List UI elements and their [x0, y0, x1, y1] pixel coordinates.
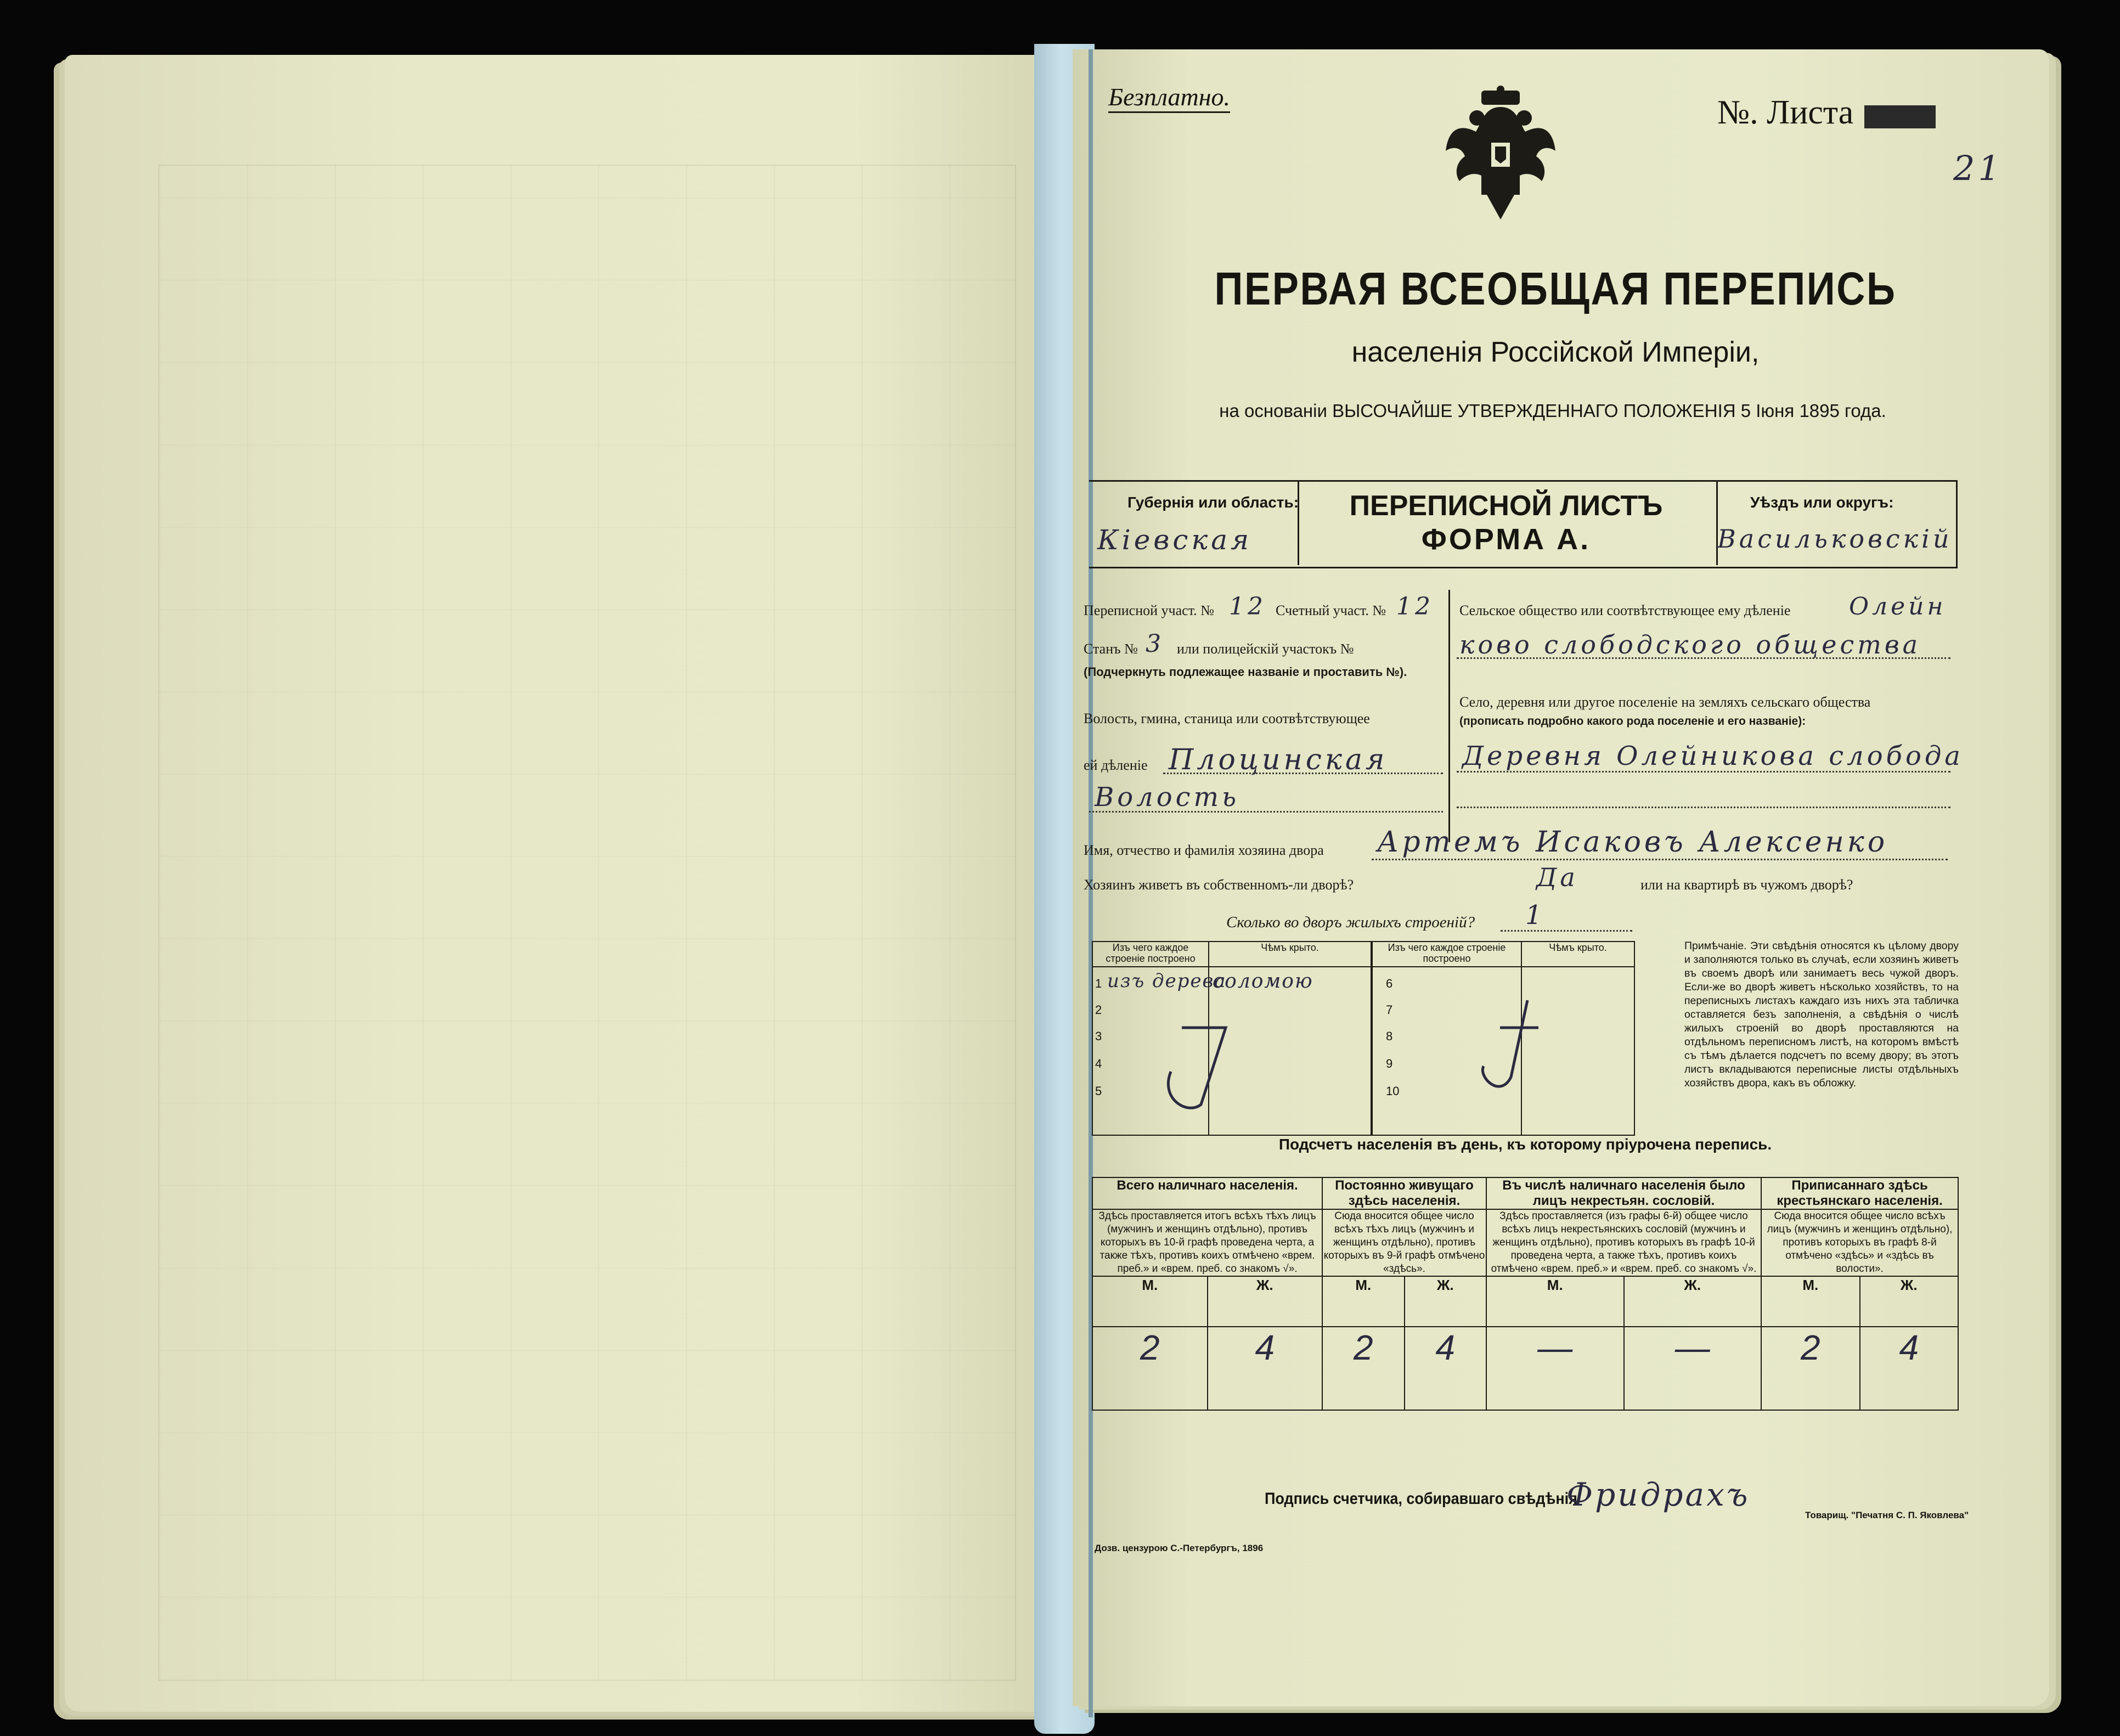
pop-m-label-1: М.	[1092, 1276, 1208, 1327]
pop-f-label-3: Ж.	[1624, 1276, 1762, 1327]
row-num-9: 9	[1386, 1057, 1393, 1070]
owner-name-value: Артемъ Исаковъ Алексенко	[1377, 826, 1888, 859]
pop-head-total: Всего наличнаго населенія.	[1092, 1177, 1322, 1209]
form-title-line2: ФОРМА А.	[1421, 523, 1591, 556]
count-section-value: 12	[1396, 593, 1434, 621]
census-section-value: 12	[1229, 593, 1266, 621]
printer-right-line: Товарищ. "Печатня С. П. Яковлева"	[1805, 1510, 1969, 1520]
pop-head-registered-peasant: Приписаннаго здѣсь крестьянскаго населенія.	[1761, 1177, 1958, 1209]
col-material-right: Изъ чего каждое строеніе построено	[1372, 942, 1521, 967]
pop-permanent-f: 4	[1405, 1327, 1486, 1410]
pop-desc-registered-peasant: Сюда вносится общее число всѣхъ лицъ (мужчинъ и женщинъ отдѣльно), противъ которыхъ въ графѣ 8-й отмѣчено «здѣсь» и «здѣсь въ волости».	[1761, 1209, 1958, 1276]
row-num-6: 6	[1386, 977, 1393, 990]
signature-value: Фридрахъ	[1566, 1476, 1750, 1513]
pop-desc-total: Здѣсь проставляется итогъ всѣхъ тѣхъ лицъ (мужчинъ и женщинъ отдѣльно), противъ которыхъ въ 10-й графѣ проведена черта, а также тѣхъ, противъ коихъ отмѣчено «врем. преб.» и «врем. преб. со знакомъ √».	[1092, 1209, 1322, 1276]
own-yard-value: Да	[1536, 863, 1578, 892]
sheet-number-handwritten: 21	[1953, 148, 2003, 188]
stan-label: Станъ №	[1084, 641, 1138, 657]
sheet-number-redaction	[1864, 105, 1936, 128]
pop-non-peasant-f: —	[1624, 1327, 1762, 1410]
pop-total-m: 2	[1092, 1327, 1208, 1410]
pop-head-non-peasant: Въ числѣ наличнаго населенія было лицъ некрестьян. сословій.	[1486, 1177, 1761, 1209]
row-num-3: 3	[1095, 1029, 1102, 1043]
society-value-1: Олейн	[1849, 593, 1947, 621]
col-material-left: Изъ чего каждое строеніе построено	[1092, 942, 1209, 967]
province-label: Губернія или область:	[1127, 494, 1299, 511]
row1-material: изъ дерева	[1107, 970, 1227, 992]
province-value: Кіевская	[1097, 524, 1253, 556]
village-value: Деревня Олейникова слобода	[1462, 741, 1964, 771]
sheet-number-label: №. Листа	[1717, 94, 1854, 131]
buildings-count-underline	[1501, 930, 1632, 932]
underline-note: (Подчеркнуть подлежащее названіе и проставить №).	[1084, 665, 1407, 679]
row1-roof: соломою	[1213, 970, 1313, 993]
volost-underline-2	[1089, 811, 1443, 813]
district-label: Уѣздъ или округъ:	[1750, 494, 1894, 511]
village-underline-1	[1457, 771, 1950, 773]
signature-label: Подпись счетчика, собиравшаго свѣдѣнія	[1265, 1490, 1577, 1508]
volost-label-1: Волость, гмина, станица или соотвѣтствующее	[1084, 711, 1370, 726]
owner-name-label: Имя, отчество и фамилія хозяина двора	[1084, 842, 1324, 858]
society-underline	[1457, 657, 1950, 659]
pop-desc-permanent: Сюда вносится общее число всѣхъ тѣхъ лицъ (мужчинъ и женщинъ отдѣльно), противъ которыхъ въ 9-й графѣ отмѣчено «здѣсь».	[1322, 1209, 1486, 1276]
volost-value-2: Волость	[1095, 782, 1240, 813]
left-page	[65, 55, 1052, 1712]
village-label: Село, деревня или другое поселеніе на земляхъ сельскаго общества	[1459, 694, 1871, 710]
pop-m-label-2: М.	[1322, 1276, 1404, 1327]
pop-f-label-1: Ж.	[1208, 1276, 1323, 1327]
pop-registered-m: 2	[1761, 1327, 1859, 1410]
buildings-count-label: Сколько во дворъ жилыхъ строеній?	[1226, 914, 1475, 931]
row-num-4: 4	[1095, 1057, 1102, 1070]
buildings-count-value: 1	[1525, 900, 1546, 931]
society-label: Сельское общество или соотвѣтствующее ему дѣленіе	[1459, 602, 1791, 618]
police-label: или полицейскій участокъ №	[1177, 641, 1354, 657]
col-roof-left: Чѣмъ крыто.	[1209, 942, 1371, 967]
pop-m-label-4: М.	[1761, 1276, 1859, 1327]
form-title-line1: ПЕРЕПИСНОЙ ЛИСТЪ	[1349, 490, 1663, 522]
count-section-label: Счетный участ. №	[1276, 602, 1386, 618]
row-num-2: 2	[1095, 1003, 1102, 1017]
pop-m-label-3: М.	[1486, 1276, 1624, 1327]
census-section-label: Переписной участ. №	[1084, 602, 1214, 618]
population-caption: Подсчетъ населенія въ день, къ которому пріурочена перепись.	[1278, 1136, 1772, 1153]
pop-registered-f: 4	[1860, 1327, 1959, 1410]
census-subtitle: населенія Россійской Имперіи,	[1351, 336, 1760, 368]
row-num-5: 5	[1095, 1084, 1102, 1098]
printer-left-line: Дозв. цензурою С.-Петербургъ, 1896	[1095, 1543, 1264, 1553]
village-underline-2	[1457, 807, 1950, 808]
pop-non-peasant-m: —	[1486, 1327, 1624, 1410]
buildings-note: Примѣчаніе. Эти свѣдѣнія относятся къ цѣлому двору и заполняются только въ случаѣ, если хозяинъ живетъ въ своемъ дворѣ или занимаетъ весь чужой дворъ. Если-же во дворѣ живетъ нѣсколько хозяйствъ, то на переписныхъ листахъ каждаго изъ нихъ эта табличка оставляется безъ заполненія, а свѣдѣнія о числѣ жилыхъ строеній во дворѣ проставляются на отдѣльномъ переписномъ листѣ, на которомъ вмѣстѣ съ тѣмъ дѣлается подсчетъ по всему двору; въ этотъ листъ вкладываются переписные листы отдѣльныхъ хозяйствъ двора, какъ въ обложку.	[1684, 940, 1959, 1089]
volost-underline-1	[1163, 773, 1443, 774]
district-value: Васильковскій	[1717, 524, 1953, 554]
volost-label-2: ей дѣленіе	[1084, 757, 1148, 773]
row-num-8: 8	[1386, 1029, 1393, 1043]
village-note: (прописать подробно какого рода поселеніе и его названіе):	[1459, 715, 1806, 728]
census-title: ПЕРВАЯ ВСЕОБЩАЯ ПЕРЕПИСЬ	[1214, 263, 1897, 314]
rows-left-roof	[1209, 967, 1371, 1135]
stan-value: 3	[1146, 630, 1164, 658]
imperial-eagle-emblem	[1443, 85, 1558, 222]
free-label: Безплатно.	[1108, 82, 1230, 113]
pop-desc-non-peasant: Здѣсь проставляется (изъ графы 6-й) общее число всѣхъ лицъ некрестьянскихъ сословій (мужчинъ и женщинъ отдѣльно), противъ которыхъ въ графѣ 10-й проведена черта, а также тѣхъ, противъ коихъ отмѣчено «врем. преб.» и «врем. преб. со знакомъ √».	[1486, 1209, 1761, 1276]
strike-mark-left	[1149, 1006, 1275, 1115]
population-table	[1092, 1177, 1959, 1411]
rows-right-roof	[1521, 967, 1634, 1135]
census-basis: на основаніи ВЫСОЧАЙШЕ УТВЕРЖДЕННАГО ПОЛОЖЕНІЯ 5 Іюня 1895 года.	[1219, 401, 1886, 421]
owner-name-underline	[1372, 859, 1948, 860]
pop-f-label-4: Ж.	[1860, 1276, 1959, 1327]
rent-label: или на квартирѣ въ чужомъ дворѣ?	[1640, 877, 1853, 893]
society-value-2: ково слободского общества	[1459, 630, 1921, 660]
row-num-7: 7	[1386, 1003, 1393, 1017]
buildings-table-left	[1092, 941, 1372, 1136]
strike-mark-right	[1445, 989, 1577, 1099]
buildings-table-right	[1372, 941, 1635, 1136]
bleed-through-grid	[158, 165, 1016, 1681]
pop-f-label-2: Ж.	[1405, 1276, 1486, 1327]
row-num-10: 10	[1386, 1084, 1400, 1098]
column-divider	[1448, 590, 1450, 842]
own-yard-label: Хозяинъ живетъ въ собственномъ-ли дворѣ?	[1084, 877, 1354, 893]
pop-head-permanent: Постоянно живущаго здѣсь населенія.	[1322, 1177, 1486, 1209]
col-roof-right: Чѣмъ крыто.	[1521, 942, 1634, 967]
pop-permanent-m: 2	[1322, 1327, 1404, 1410]
volost-value-1: Плоцинская	[1169, 743, 1388, 776]
pop-total-f: 4	[1208, 1327, 1323, 1410]
row-num-1: 1	[1095, 977, 1102, 990]
